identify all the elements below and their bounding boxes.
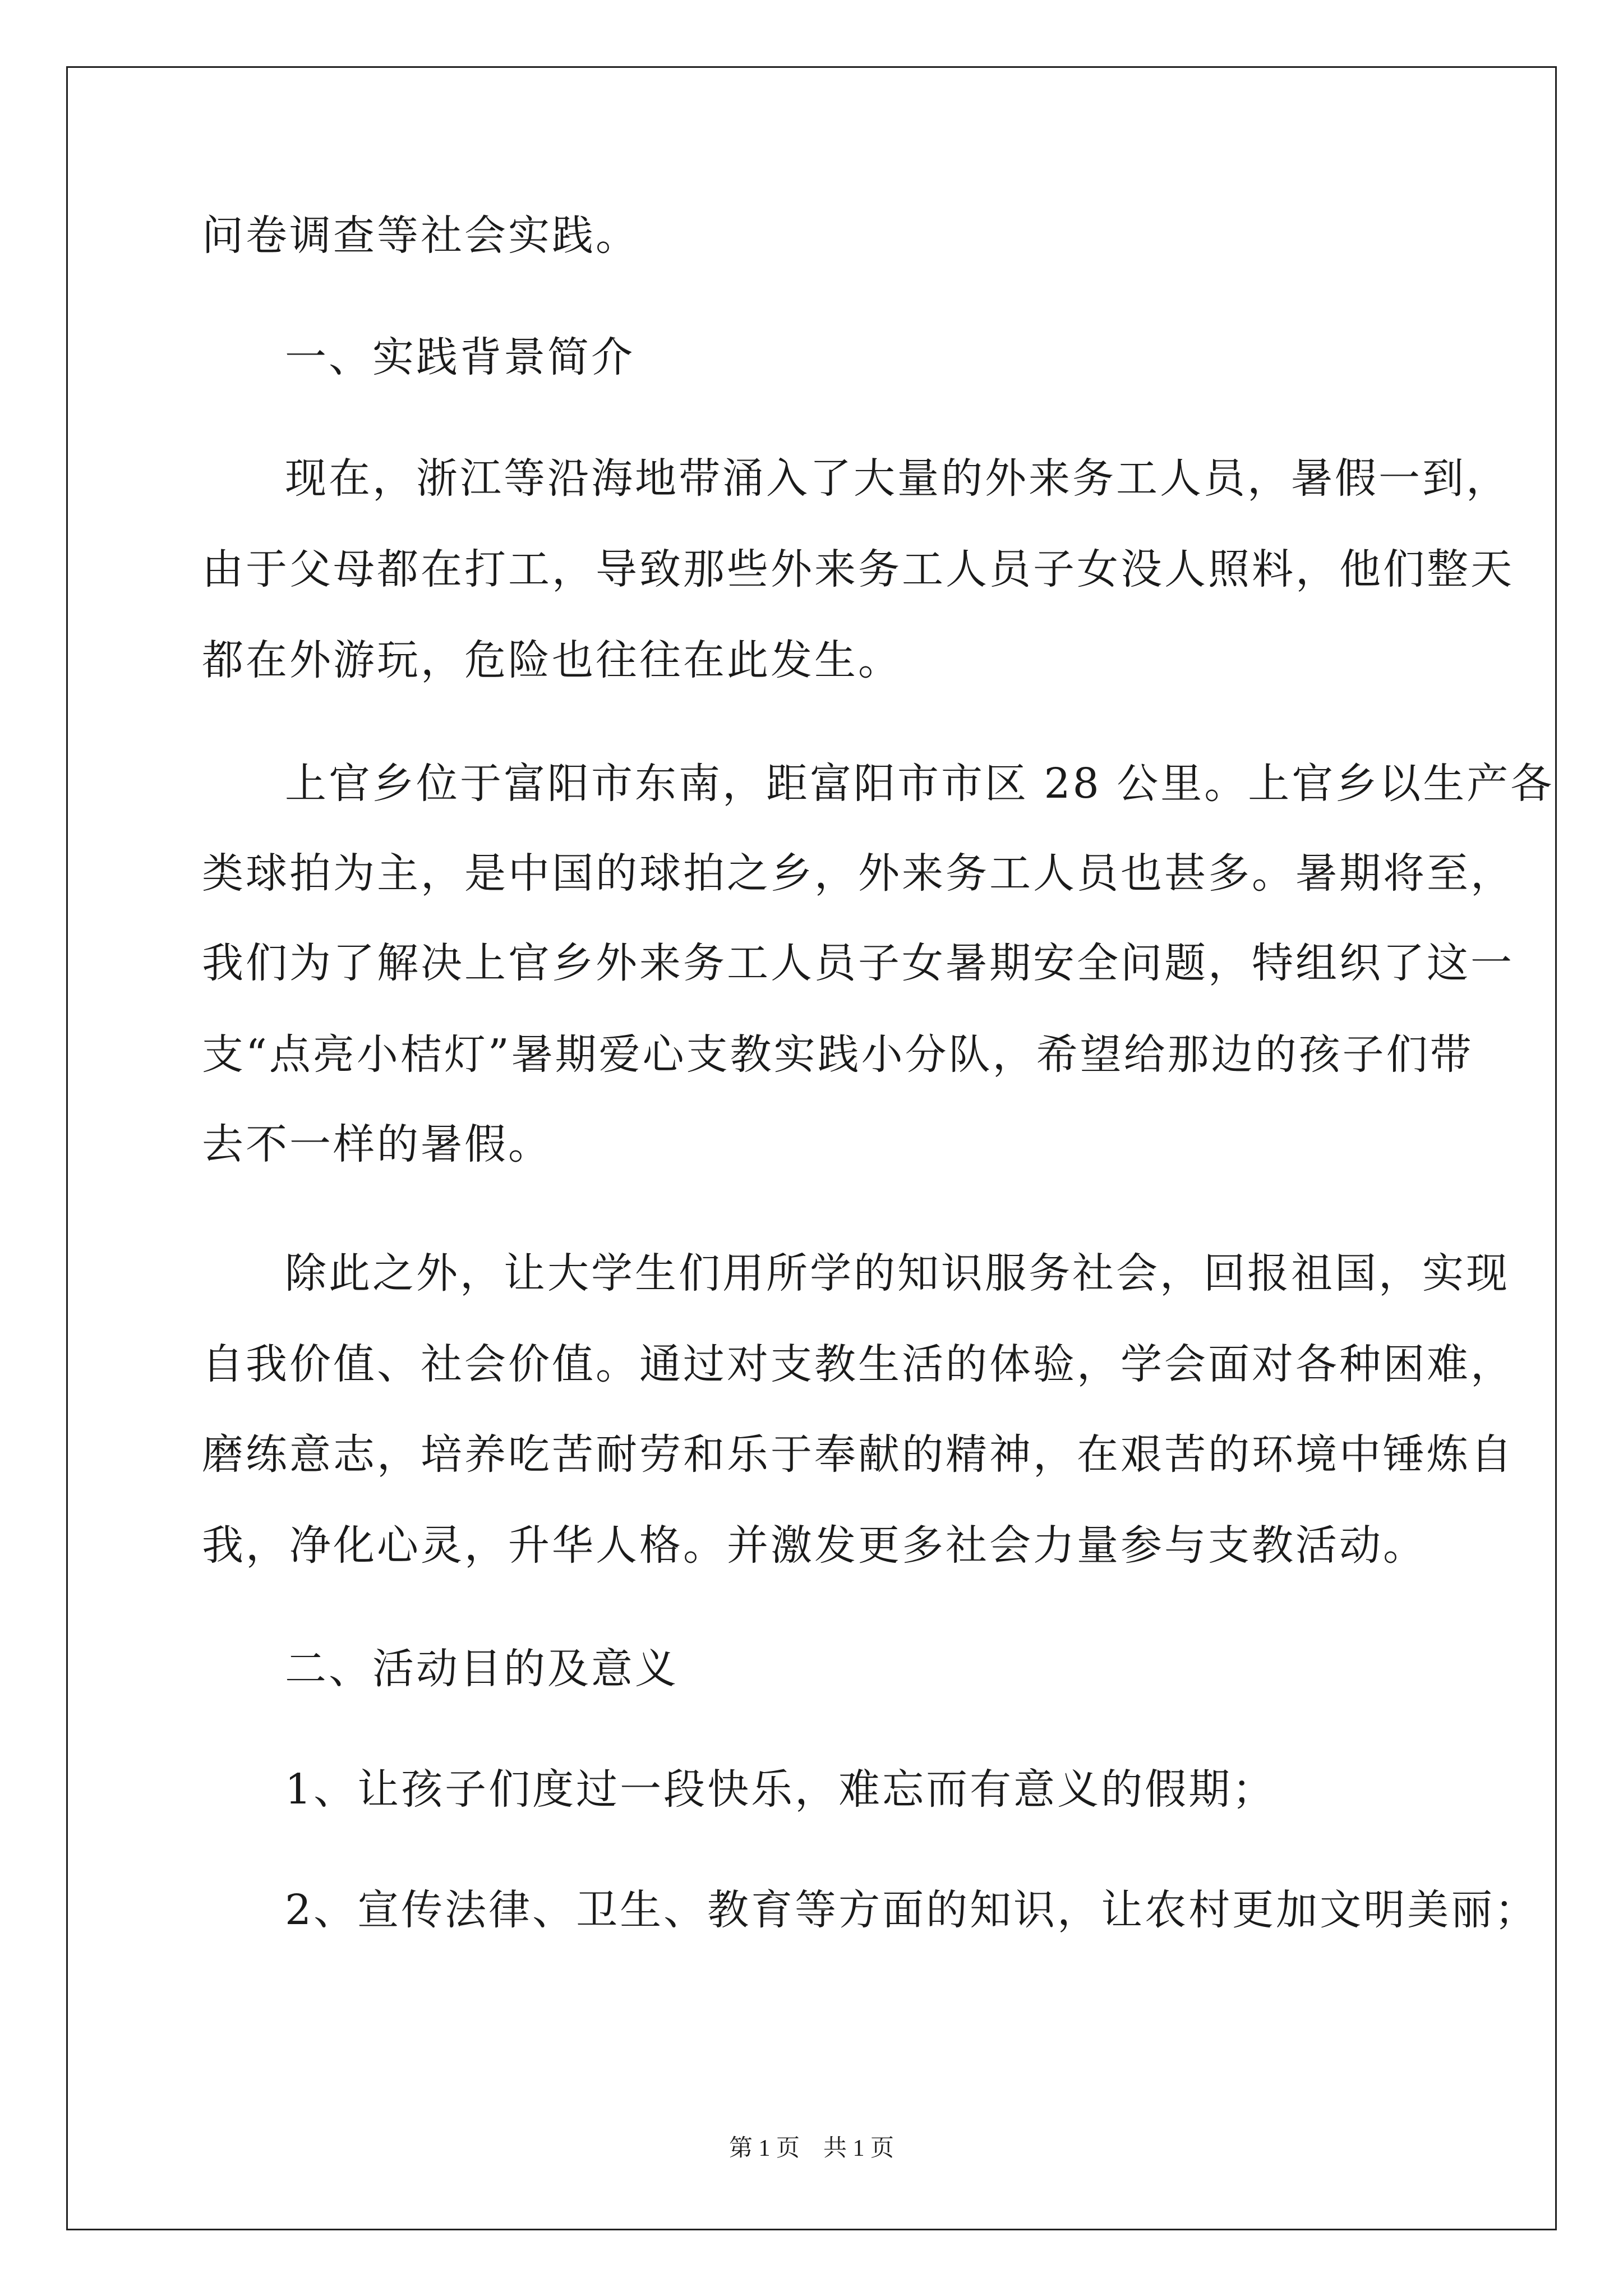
section-heading: 一、实践背景简介 <box>285 333 635 381</box>
list-item: 2、宣传法律、卫生、教育等方面的知识，让农村更加文明美丽； <box>285 1886 1539 1934</box>
text-line: 我，净化心灵，升华人格。并激发更多社会力量参与支教活动。 <box>202 1521 1427 1570</box>
text-line: 现在，浙江等沿海地带涌入了大量的外来务工人员，暑假一到， <box>285 454 1510 503</box>
page-footer: 第 1 页 共 1 页 <box>728 2136 894 2161</box>
text-line: 磨练意志，培养吃苦耐劳和乐于奉献的精神，在艰苦的环境中锤炼自 <box>202 1430 1514 1479</box>
text-line: 自我价值、社会价值。通过对支教生活的体验，学会面对各种困难， <box>202 1340 1514 1388</box>
list-item: 1、让孩子们度过一段快乐，难忘而有意义的假期； <box>285 1765 1276 1814</box>
text-line: 由于父母都在打工，导致那些外来务工人员子女没人照料，他们整天 <box>202 545 1514 593</box>
text-line: 类球拍为主，是中国的球拍之乡，外来务工人员也甚多。暑期将至， <box>202 849 1514 898</box>
section-heading: 二、活动目的及意义 <box>285 1645 679 1693</box>
text-line: 除此之外，让大学生们用所学的知识服务社会，回报祖国，实现 <box>285 1249 1510 1297</box>
text-line: 都在外游玩，危险也往往在此发生。 <box>202 636 902 684</box>
text-line: 我们为了解决上官乡外来务工人员子女暑期安全问题，特组织了这一 <box>202 939 1514 987</box>
text-line: 问卷调查等社会实践。 <box>202 211 639 260</box>
text-line: 去不一样的暑假。 <box>202 1120 552 1168</box>
text-line: 上官乡位于富阳市东南，距富阳市市区 28 公里。上官乡以生产各 <box>285 760 1555 808</box>
text-line: 支“点亮小桔灯”暑期爱心支教实践小分队，希望给那边的孩子们带 <box>202 1030 1474 1079</box>
